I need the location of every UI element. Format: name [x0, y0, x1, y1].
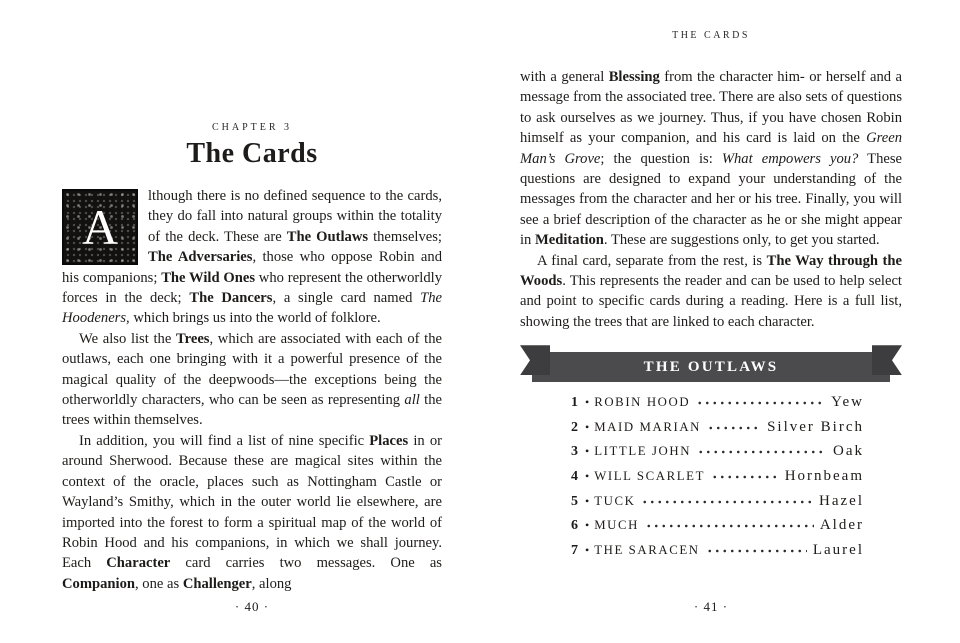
- paragraph: with a general Blessing from the character him- or herself and a message from the associated tree. There are also sets of questions to ask ourselves as we journey. Thus, if you have chosen Robin himself as your companion, and his card is laid on the Green Man’s Grove; the question is: What empowers you? These questions are designed to expand your understanding of the messages from the character and her or his tree. Finally, you will see a brief description of the character as he or she might appear in Meditation. These are suggestions only, to get you started.: [520, 69, 902, 249]
- item-number: 1: [571, 395, 578, 411]
- list-item: [566, 468, 864, 493]
- item-number: 7: [571, 542, 578, 558]
- item-name: MUCH: [594, 518, 639, 533]
- item-tree: Hornbeam: [784, 468, 864, 485]
- left-page-body: [62, 186, 442, 594]
- chapter-title: The Cards: [186, 138, 318, 169]
- dot-leader: [711, 474, 779, 480]
- item-number: 4: [571, 469, 578, 485]
- dot-leader: [641, 499, 813, 505]
- item-number: 5: [571, 493, 578, 509]
- item-number: 2: [571, 419, 578, 435]
- item-number: 3: [571, 444, 578, 460]
- item-tree: Laurel: [812, 541, 864, 558]
- item-tree: Hazel: [819, 492, 864, 509]
- list-item: [566, 443, 864, 468]
- item-bullet: •: [585, 493, 590, 508]
- dot-leader: [697, 449, 827, 455]
- item-number: 6: [571, 518, 578, 534]
- item-bullet: •: [585, 469, 590, 484]
- item-name: ROBIN HOOD: [594, 395, 691, 410]
- right-page-body: [520, 67, 902, 332]
- banner-label: THE OUTLAWS: [643, 358, 779, 375]
- book-page-right: [520, 0, 902, 643]
- dot-leader: [696, 400, 825, 406]
- outlaws-ribbon-banner: [532, 352, 890, 382]
- item-name: LITTLE JOHN: [594, 444, 692, 459]
- dot-leader: [706, 548, 807, 554]
- list-item: [566, 394, 864, 419]
- book-page-left: [62, 0, 442, 643]
- paragraph-text: lthough there is no defined sequence to the cards, they do fall into natural groups within the totality of the deck. These are The Outlaws themselves; The Adversaries, those who oppose Robin and his companions; The Wild Ones who represent the otherworldly forces in the deck; The Dancers, a single card named The Hoodeners, which brings us into the world of folklore.: [62, 188, 442, 327]
- list-item: [566, 493, 864, 518]
- list-item: [566, 542, 864, 567]
- item-bullet: •: [585, 542, 590, 557]
- item-tree: Alder: [819, 517, 864, 534]
- paragraph: We also list the Trees, which are associated with each of the outlaws, each one bringing with it a powerful presence of the magical quality of the deepwoods—the exceptions being the otherworldly characters, who can be seen as representing all the trees within themselves.: [62, 330, 442, 429]
- paragraph: [62, 186, 442, 329]
- paragraph: In addition, you will find a list of nine specific Places in or around Sherwood. Because these are magical sites within the context of the oracle, places such as Nottingham Castle or Wayland’s Smithy, which in the outer world lie elsewhere, are imported into the forest to form a spiritual map of the world of Robin Hood and his companions, in which we shall journey. Each Character card carries two messages. One as Companion, one as Challenger, along: [62, 432, 442, 592]
- paragraph: A final card, separate from the rest, is The Way through the Woods. This represents the reader and can be used to help select and point to specific cards during a reading. Here is a full list, showing the trees that are linked to each character.: [520, 252, 902, 330]
- list-item: [566, 419, 864, 444]
- item-bullet: •: [585, 419, 590, 434]
- item-tree: Yew: [831, 394, 864, 411]
- item-name: MAID MARIAN: [594, 419, 702, 434]
- page-number-right: · 41 ·: [693, 599, 729, 614]
- list-item: [566, 517, 864, 542]
- running-header: THE CARDS: [672, 30, 750, 41]
- outlaw-tree-list: [566, 394, 864, 566]
- item-tree: Oak: [833, 443, 864, 460]
- chapter-label: CHAPTER 3: [211, 122, 293, 133]
- page-number-left: · 40 ·: [234, 599, 270, 614]
- item-bullet: •: [585, 395, 590, 410]
- dot-leader: [707, 425, 761, 431]
- item-name: THE SARACEN: [594, 542, 700, 557]
- item-tree: Silver Birch: [767, 418, 864, 435]
- item-name: TUCK: [594, 493, 636, 508]
- item-name: WILL SCARLET: [594, 469, 705, 484]
- drop-cap: A: [62, 189, 138, 265]
- item-bullet: •: [585, 518, 590, 533]
- dot-leader: [645, 523, 814, 529]
- item-bullet: •: [585, 444, 590, 459]
